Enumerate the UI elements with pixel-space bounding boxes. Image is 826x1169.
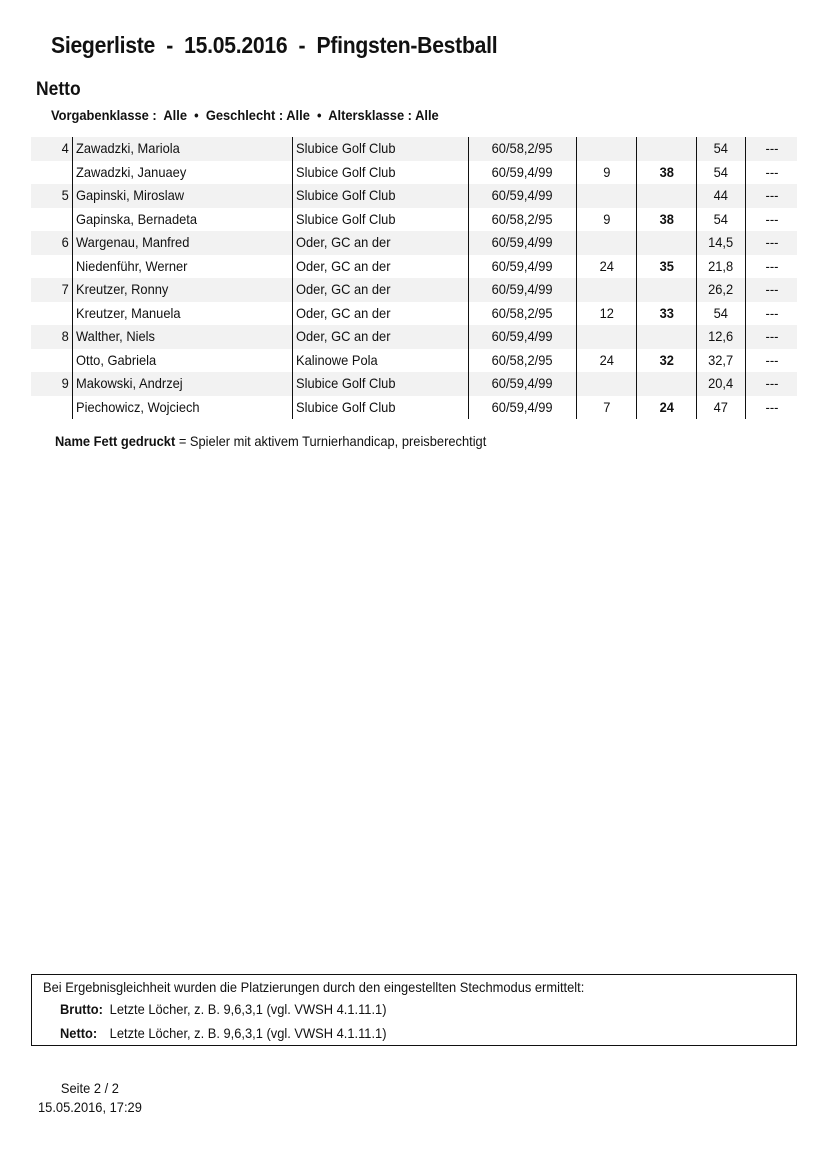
filter-summary: Vorgabenklasse : Alle • Geschlecht : Alle • Altersklasse : Alle	[51, 107, 439, 123]
table-row	[31, 396, 797, 420]
score-cell-text: 24	[599, 351, 614, 368]
netto-points-cell	[637, 302, 697, 326]
handicap-cell	[469, 396, 577, 420]
extra-cell	[746, 302, 798, 326]
extra-cell-text: ---	[765, 187, 778, 203]
handicap-cell	[469, 184, 577, 208]
club-cell-text: Kalinowe Pola	[296, 351, 378, 368]
club-cell	[293, 372, 469, 396]
extra-cell-text: ---	[765, 398, 778, 415]
player-name-cell	[73, 161, 293, 185]
page-footer	[38, 1079, 142, 1117]
legend-bold-label: Name Fett gedruckt	[55, 433, 176, 449]
table-row	[31, 231, 797, 255]
handicap-cell-text: 60/59,4/99	[492, 234, 553, 250]
club-cell	[293, 349, 469, 373]
handicap-cell	[469, 231, 577, 255]
rank-cell-text: 7	[61, 281, 69, 297]
netto-points-cell	[637, 184, 697, 208]
netto-points-cell-text: 38	[659, 210, 674, 227]
print-timestamp: 15.05.2016, 17:29	[38, 1099, 142, 1115]
player-name-cell-text: Kreutzer, Ronny	[76, 281, 169, 297]
club-cell	[293, 278, 469, 302]
extra-cell	[746, 325, 798, 349]
player-name-cell-text: Gapinska, Bernadeta	[76, 210, 198, 227]
tiebreak-intro: Bei Ergebnisgleichheit wurden die Platzierungen durch den eingestellten Stechmodus ermittelt:	[43, 979, 585, 995]
netto-points-cell-text: 32	[659, 351, 674, 368]
score-cell	[577, 372, 637, 396]
netto-points-cell	[637, 278, 697, 302]
hcp-index-cell	[697, 137, 746, 161]
player-name-cell-text: Walther, Niels	[76, 328, 155, 344]
player-name-cell	[73, 396, 293, 420]
club-cell	[293, 302, 469, 326]
extra-cell	[746, 161, 798, 185]
extra-cell	[746, 208, 798, 232]
rank-cell-text: 9	[61, 375, 69, 391]
hcp-index-cell-text: 20,4	[708, 375, 734, 391]
brutto-label: Brutto:	[60, 1001, 103, 1017]
player-name-cell-text: Piechowicz, Wojciech	[76, 398, 200, 415]
score-cell	[577, 396, 637, 420]
rank-cell	[31, 161, 73, 185]
player-name-cell-text: Wargenau, Manfred	[76, 234, 190, 250]
player-name-cell	[73, 255, 293, 279]
hcp-index-cell	[697, 325, 746, 349]
score-cell	[577, 325, 637, 349]
player-name-cell-text: Kreutzer, Manuela	[76, 304, 181, 321]
netto-points-cell-text: 35	[659, 257, 674, 274]
handicap-cell	[469, 372, 577, 396]
hcp-index-cell-text: 32,7	[708, 351, 734, 368]
hcp-index-cell-text: 54	[713, 163, 729, 180]
extra-cell-text: ---	[765, 281, 778, 297]
handicap-cell	[469, 255, 577, 279]
player-name-cell	[73, 208, 293, 232]
hcp-index-cell-text: 21,8	[708, 257, 734, 274]
club-cell-text: Oder, GC an der	[296, 257, 391, 274]
player-name-cell-text: Otto, Gabriela	[76, 351, 157, 368]
hcp-index-cell-text: 14,5	[708, 234, 734, 250]
page-number: Seite 2 / 2	[60, 1080, 119, 1096]
extra-cell	[746, 137, 798, 161]
netto-points-cell-text: 33	[659, 304, 674, 321]
club-cell	[293, 231, 469, 255]
hcp-index-cell-text: 12,6	[708, 328, 734, 344]
player-name-cell-text: Gapinski, Miroslaw	[76, 187, 185, 203]
hcp-index-cell-text: 54	[713, 140, 729, 156]
extra-cell	[746, 278, 798, 302]
rank-cell	[31, 396, 73, 420]
table-row	[31, 325, 797, 349]
club-cell	[293, 325, 469, 349]
player-name-cell	[73, 372, 293, 396]
handicap-cell-text: 60/59,4/99	[492, 328, 553, 344]
hcp-index-cell	[697, 396, 746, 420]
rank-cell	[31, 184, 73, 208]
extra-cell	[746, 255, 798, 279]
extra-cell-text: ---	[765, 351, 778, 368]
rank-cell	[31, 137, 73, 161]
netto-points-cell	[637, 372, 697, 396]
netto-points-cell-text: 38	[659, 163, 674, 180]
club-cell-text: Oder, GC an der	[296, 281, 391, 297]
hcp-index-cell-text: 54	[713, 304, 729, 321]
brutto-text: Letzte Löcher, z. B. 9,6,3,1 (vgl. VWSH 4.1.11.1)	[109, 1001, 387, 1017]
score-cell-text: 24	[599, 257, 614, 274]
extra-cell	[746, 349, 798, 373]
handicap-cell-text: 60/59,4/99	[492, 281, 553, 297]
handicap-cell	[469, 325, 577, 349]
score-cell-text: 9	[602, 210, 611, 227]
player-name-cell-text: Niedenführ, Werner	[76, 257, 188, 274]
extra-cell-text: ---	[765, 234, 778, 250]
rank-cell	[31, 208, 73, 232]
rank-cell	[31, 349, 73, 373]
rank-cell	[31, 325, 73, 349]
score-cell	[577, 231, 637, 255]
hcp-index-cell	[697, 278, 746, 302]
table-row	[31, 161, 797, 185]
club-cell-text: Oder, GC an der	[296, 328, 391, 344]
extra-cell	[746, 372, 798, 396]
handicap-cell-text: 60/59,4/99	[492, 375, 553, 391]
hcp-index-cell-text: 26,2	[708, 281, 734, 297]
club-cell	[293, 161, 469, 185]
netto-points-cell	[637, 231, 697, 255]
hcp-index-cell	[697, 372, 746, 396]
score-cell-text: 12	[599, 304, 614, 321]
player-name-cell-text: Zawadzki, Mariola	[76, 140, 180, 156]
club-cell-text: Slubice Golf Club	[296, 187, 396, 203]
section-heading: Netto	[36, 79, 81, 100]
score-cell	[577, 302, 637, 326]
table-row	[31, 255, 797, 279]
rank-cell	[31, 278, 73, 302]
extra-cell-text: ---	[765, 328, 778, 344]
handicap-cell	[469, 278, 577, 302]
netto-points-cell	[637, 396, 697, 420]
club-cell	[293, 208, 469, 232]
handicap-cell-text: 60/58,2/95	[492, 210, 553, 227]
club-cell-text: Oder, GC an der	[296, 234, 391, 250]
hcp-index-cell	[697, 349, 746, 373]
score-cell	[577, 278, 637, 302]
rank-cell-text: 6	[61, 234, 69, 250]
legend-text: = Spieler mit aktivem Turnierhandicap, preisberechtigt	[175, 433, 487, 449]
club-cell	[293, 137, 469, 161]
netto-points-cell-text: 24	[659, 398, 674, 415]
hcp-index-cell	[697, 161, 746, 185]
extra-cell-text: ---	[765, 375, 778, 391]
player-name-cell-text: Zawadzki, Januaey	[76, 163, 187, 180]
rank-cell-text: 5	[61, 187, 69, 203]
handicap-cell	[469, 208, 577, 232]
tiebreak-box	[31, 974, 797, 1046]
club-cell-text: Oder, GC an der	[296, 304, 391, 321]
handicap-cell	[469, 137, 577, 161]
player-name-cell	[73, 231, 293, 255]
rank-cell-text: 4	[61, 140, 69, 156]
table-row	[31, 372, 797, 396]
handicap-cell-text: 60/58,2/95	[492, 140, 553, 156]
tiebreak-brutto	[60, 1001, 386, 1017]
handicap-cell	[469, 161, 577, 185]
handicap-cell-text: 60/59,4/99	[492, 257, 553, 274]
rank-cell	[31, 372, 73, 396]
club-cell	[293, 255, 469, 279]
legend-note	[55, 433, 486, 449]
handicap-cell	[469, 302, 577, 326]
extra-cell-text: ---	[765, 163, 778, 180]
player-name-cell	[73, 325, 293, 349]
rank-cell-text: 8	[61, 328, 69, 344]
netto-points-cell	[637, 161, 697, 185]
extra-cell	[746, 231, 798, 255]
player-name-cell	[73, 137, 293, 161]
table-row	[31, 302, 797, 326]
results-table	[31, 137, 797, 419]
club-cell-text: Slubice Golf Club	[296, 163, 396, 180]
hcp-index-cell	[697, 184, 746, 208]
netto-points-cell	[637, 208, 697, 232]
hcp-index-cell-text: 54	[713, 210, 729, 227]
table-row	[31, 137, 797, 161]
score-cell	[577, 349, 637, 373]
table-row	[31, 208, 797, 232]
score-cell	[577, 161, 637, 185]
score-cell-text: 7	[602, 398, 611, 415]
club-cell	[293, 184, 469, 208]
score-cell	[577, 255, 637, 279]
hcp-index-cell	[697, 208, 746, 232]
rank-cell	[31, 231, 73, 255]
table-row	[31, 278, 797, 302]
score-cell	[577, 137, 637, 161]
player-name-cell	[73, 349, 293, 373]
score-cell	[577, 208, 637, 232]
handicap-cell-text: 60/59,4/99	[492, 163, 553, 180]
score-cell-text: 9	[602, 163, 611, 180]
page-title: Siegerliste - 15.05.2016 - Pfingsten-Bestball	[51, 32, 498, 58]
player-name-cell-text: Makowski, Andrzej	[76, 375, 183, 391]
extra-cell	[746, 184, 798, 208]
tiebreak-netto	[60, 1025, 386, 1041]
handicap-cell	[469, 349, 577, 373]
extra-cell-text: ---	[765, 304, 778, 321]
extra-cell-text: ---	[765, 257, 778, 274]
player-name-cell	[73, 302, 293, 326]
hcp-index-cell	[697, 255, 746, 279]
extra-cell-text: ---	[765, 210, 778, 227]
netto-points-cell	[637, 137, 697, 161]
handicap-cell-text: 60/58,2/95	[492, 304, 553, 321]
table-row	[31, 184, 797, 208]
club-cell	[293, 396, 469, 420]
player-name-cell	[73, 184, 293, 208]
hcp-index-cell	[697, 302, 746, 326]
netto-points-cell	[637, 255, 697, 279]
club-cell-text: Slubice Golf Club	[296, 398, 396, 415]
club-cell-text: Slubice Golf Club	[296, 375, 396, 391]
netto-label: Netto:	[60, 1025, 98, 1041]
handicap-cell-text: 60/59,4/99	[492, 398, 553, 415]
netto-points-cell	[637, 325, 697, 349]
score-cell	[577, 184, 637, 208]
hcp-index-cell-text: 44	[713, 187, 729, 203]
table-row	[31, 349, 797, 373]
netto-points-cell	[637, 349, 697, 373]
hcp-index-cell-text: 47	[713, 398, 729, 415]
club-cell-text: Slubice Golf Club	[296, 140, 396, 156]
extra-cell	[746, 396, 798, 420]
extra-cell-text: ---	[765, 140, 778, 156]
player-name-cell	[73, 278, 293, 302]
netto-text: Letzte Löcher, z. B. 9,6,3,1 (vgl. VWSH 4.1.11.1)	[109, 1025, 387, 1041]
club-cell-text: Slubice Golf Club	[296, 210, 396, 227]
rank-cell	[31, 255, 73, 279]
handicap-cell-text: 60/58,2/95	[492, 351, 553, 368]
hcp-index-cell	[697, 231, 746, 255]
rank-cell	[31, 302, 73, 326]
handicap-cell-text: 60/59,4/99	[492, 187, 553, 203]
